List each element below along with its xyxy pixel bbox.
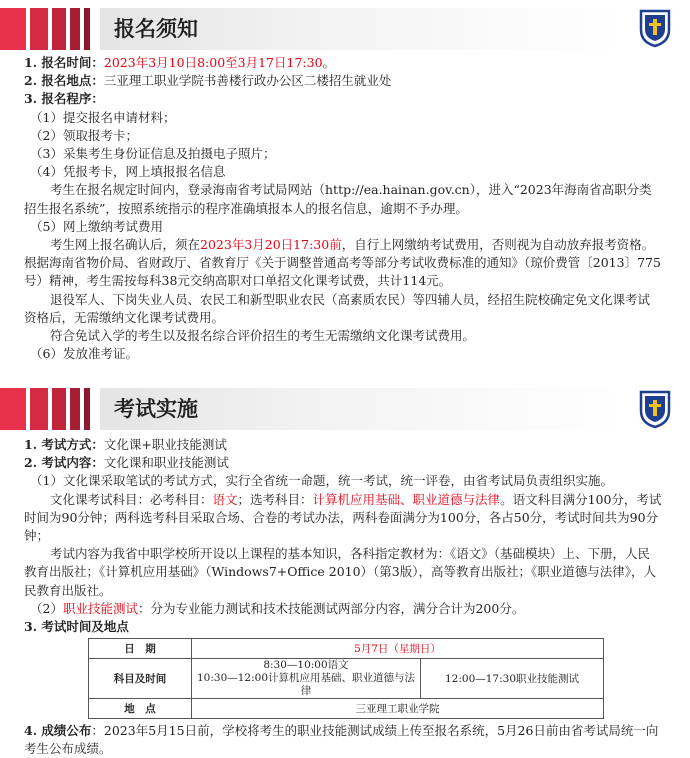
section-title-exam: 考试实施 xyxy=(100,388,620,430)
exam-schedule-heading: 3. 考试时间及地点 xyxy=(24,619,129,635)
table-afternoon: 12:00—17:30职业技能测试 xyxy=(421,659,604,699)
school-seal-icon xyxy=(638,389,672,429)
step-4: （4）凭报考卡，网上填报报名信息 xyxy=(30,164,226,180)
notice-content xyxy=(24,54,662,363)
exam-skill-test: （2）职业技能测试：分为专业能力测试和技术技能测试两部分内容，满分合计为200分。 xyxy=(30,600,525,616)
reg-place: 2. 报名地点：三亚理工职业学院书善楼行政办公区二楼招生就业处 xyxy=(24,73,392,89)
step-5-exempt: 退役军人、下岗失业人员、农民工和新型职业农民（高素质农民）等四辅人员，经招生院校确定免文化课考试资格后，无需缴纳文化课考试费用。 xyxy=(24,291,651,325)
exam-schedule-table xyxy=(88,638,604,719)
section-banner-notice xyxy=(0,8,690,50)
banner-stripes xyxy=(0,388,110,430)
table-am-1: 8:30—10:00语文 xyxy=(263,659,349,671)
table-am-2: 10:30—12:00计算机应用基础、职业道德与法律 xyxy=(196,672,416,697)
result-content xyxy=(24,722,662,758)
exam-textbooks: 考试内容为我省中职学校所开设以上课程的基本知识，各科指定教材为：《语文》（基础模块）上、下册，人民教育出版社；《计算机应用基础》（Windows7+Office 2010）（第3版），高等教育出版社；《职业道德与法律》，人民教育出版社。 xyxy=(24,546,657,598)
step-1: （1）提交报名申请材料； xyxy=(30,109,176,125)
table-place-label: 地 点 xyxy=(89,699,192,719)
section-banner-exam xyxy=(0,388,690,430)
step-2: （2）领取报考卡； xyxy=(30,127,138,143)
reg-procedure-heading: 3. 报名程序： xyxy=(24,91,104,107)
table-date-label: 日 期 xyxy=(89,639,192,659)
table-place-value: 三亚理工职业学院 xyxy=(192,699,604,719)
step-5-desc: 考生网上报名确认后，须在2023年3月20日17:30前，自行上网缴纳考试费用，否则视为自动放弃报考资格。根据海南省物价局、省财政厅、省教育厅《关于调整普通高考等部分考试收费标准的通知》（琼价费管〔2013〕775号）精神，考生需按每科38元交纳高职对口单招文化课考试费，共计114元。 xyxy=(24,237,661,289)
table-subject-label: 科目及时间 xyxy=(89,659,192,699)
school-seal-icon xyxy=(638,8,672,48)
exam-content-line: 2. 考试内容：文化课和职业技能测试 xyxy=(24,455,229,471)
exam-content xyxy=(24,436,662,636)
exam-written: （1）文化课采取笔试的考试方式，实行全省统一命题，统一考试，统一评卷，由省考试局负责组织实施。 xyxy=(30,473,613,489)
section-title-notice: 报名须知 xyxy=(100,8,620,50)
step-3: （3）采集考生身份证信息及拍摄电子照片； xyxy=(30,146,276,162)
banner-stripes xyxy=(0,8,110,50)
table-morning-cell xyxy=(192,659,421,699)
exam-subjects: 文化课考试科目：必考科目：语文；选考科目：计算机应用基础、职业道德与法律。语文科目满分100分，考试时间为90分钟；两科选考科目采取合场、合卷的考试办法，两科卷面满分为100分，各占50分，考试时间共为90分钟； xyxy=(24,491,662,544)
exam-mode: 1. 考试方式：文化课+职业技能测试 xyxy=(24,437,227,452)
result-announce: 4. 成绩公布：2023年5月15日前，学校将考生的职业技能测试成绩上传至报名系统，5月26日前由省考试局统一向考生公布成绩。 xyxy=(24,723,659,757)
step-5: （5）网上缴纳考试费用 xyxy=(30,218,163,234)
step-5-exempt-2: 符合免试入学的考生以及报名综合评价招生的考生无需缴纳文化课考试费用。 xyxy=(50,328,476,344)
step-6: （6）发放准考证。 xyxy=(30,346,138,362)
step-4-desc: 考生在报名规定时间内，登录海南省考试局网站（http://ea.hainan.gov.cn），进入“2023年海南省高职分类招生报名系统”，按照系统指示的程序准确填报本人的报名信息，逾期不予办理。 xyxy=(24,182,652,216)
reg-time: 1. 报名时间：2023年3月10日8:00至3月17日17:30。 xyxy=(24,55,336,70)
table-date-value: 5月7日（星期日） xyxy=(192,639,604,659)
